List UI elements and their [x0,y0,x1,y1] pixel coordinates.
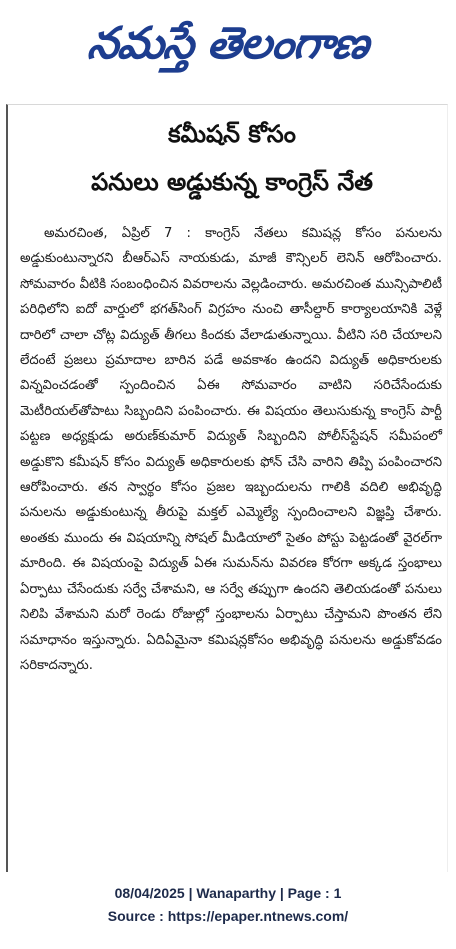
footer-source: Source : https://epaper.ntnews.com/ [107,908,349,924]
footer-date-edition: 08/04/2025 | Wanaparthy | Page : 1 [114,885,342,901]
article-clipping [6,104,448,872]
headline-line-1: కమీషన్ కోసం [168,120,296,148]
newspaper-masthead: నమస్తే తెలంగాణ [85,18,371,69]
article-body: అమరచింత, ఏప్రిల్ 7 : కాంగ్రెస్ నేతలు కమిషన్ల కోసం పనులను అడ్డుకుంటున్నారని బీఆర్ఎస్ నాయకుడు, మాజీ కౌన్సిలర్ లెనిన్ ఆరోపించారు. సోమవారం వీటికి సంబంధించిన వివరాలను వెల్లడించారు. అమరచింత మున్సిపాలిటీ పరిధిలోని ఐదో వార్డులో భగత్‌సింగ్ విగ్రహం నుంచి తాసీల్దార్ కార్యాలయానికి వెళ్లే దారిలో చాలా చోట్ల విద్యుత్ తీగలు కిందకు వేలాడుతున్నాయి. వీటిని సరి చేయాలని లేదంటే ప్రజలు ప్రమాదాల బారిన పడే అవకాశం ఉందని విద్యుత్ అధికారులకు విన్నవించడంతో స్పందించిన ఏఈ సోమవారం వాటిని సరిచేసేందుకు మెటీరియల్‌తోపాటు సిబ్బందిని పంపించారు. ఈ విషయం తెలుసుకున్న కాంగ్రెస్ పార్టీ పట్టణ అధ్యక్షుడు అరుణ్‌కుమార్ విద్యుత్ సిబ్బందిని పోలీస్‌స్టేషన్ సమీపంలో అడ్డుకొని కమీషన్ కోసం విద్యుత్ అధికారులకు ఫోన్ చేసి వారిని తిప్పి పంపించారని ఆరోపించారు. తన స్వార్థం కోసం ప్రజల ఇబ్బందులను గాలికి వదిలి అభివృద్ధి పనులను అడ్డుకుంటున్న తీరుపై మక్తల్ ఎమ్మెల్యే స్పందించాలని విజ్ఞప్తి చేశారు. అంతకు ముందు ఈ విషయాన్ని సోషల్ మీడియాలో సైతం పోస్టు పెట్టడంతో వైరల్‌గా మారింది. ఈ విషయంపై విద్యుత్ ఏఈ సుమన్‌ను వివరణ కోరగా అక్కడ స్తంభాలు ఏర్పాటు చేసేందుకు సర్వే చేశామని, ఆ సర్వే తప్పుగా ఉందని తెలియడంతో పనులు నిలిపి వేశామని మరో రెండు రోజుల్లో స్తంభాలను ఏర్పాటు చేస్తామని పొంతన లేని సమాధానం ఇస్తున్నారు. ఏదిఏమైనా కమిషన్లకోసం అభివృద్ధి పనులను అడ్డుకోవడం సరికాదన్నారు. [20,226,442,673]
headline-line-2: పనులు అడ్డుకున్న కాంగ్రెస్ నేత [91,168,373,196]
